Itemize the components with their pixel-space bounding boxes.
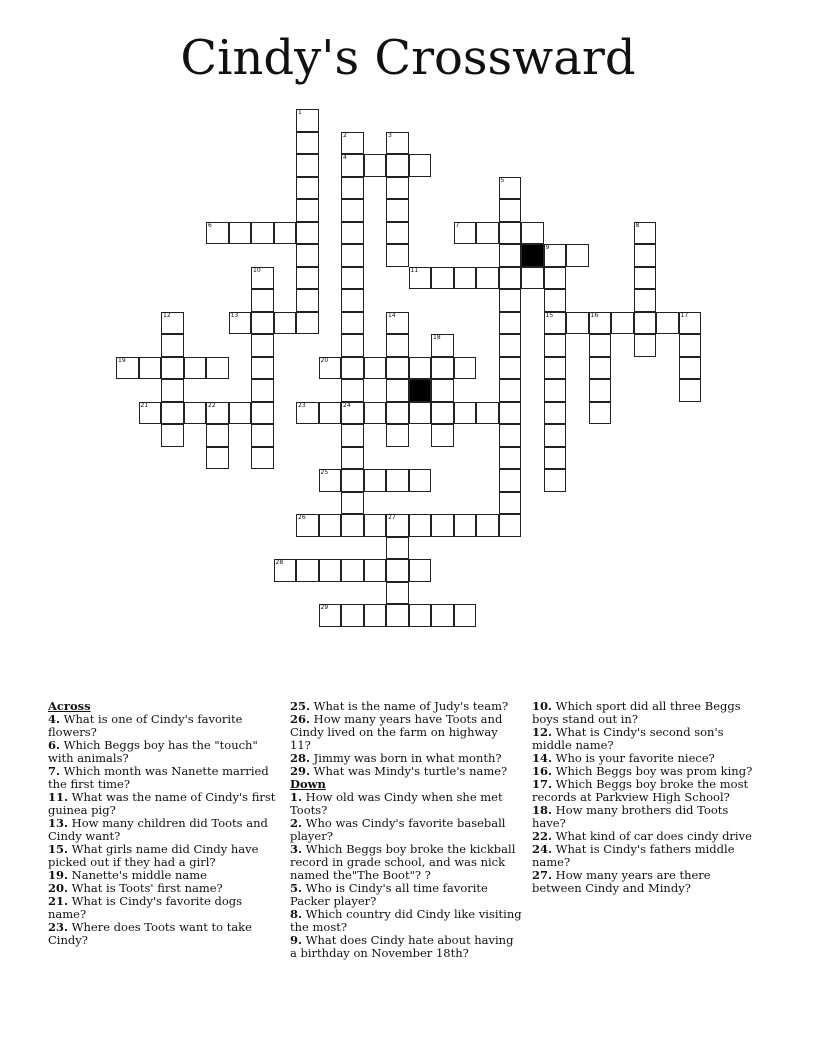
grid-cell[interactable]: [296, 177, 319, 200]
grid-cell[interactable]: [409, 402, 432, 425]
cell-number: 7: [455, 221, 460, 229]
cell-number: 12: [163, 311, 171, 319]
grid-cell[interactable]: [296, 109, 319, 132]
clue-column-3: [532, 700, 762, 895]
grid-cell[interactable]: [386, 312, 409, 335]
grid-cell[interactable]: [296, 154, 319, 177]
clue-number: 12.: [532, 725, 553, 739]
down-clue: [532, 778, 762, 804]
grid-cell[interactable]: [499, 289, 522, 312]
grid-cell[interactable]: [431, 424, 454, 447]
grid-cell[interactable]: [386, 132, 409, 155]
across-clue: [48, 843, 276, 869]
cell-number: 10: [253, 266, 261, 274]
clue-text: How many children did Toots and Cindy want?: [48, 816, 268, 843]
clue-number: 23.: [48, 920, 69, 934]
grid-cell[interactable]: [296, 559, 319, 582]
across-clue: [48, 895, 276, 921]
grid-cell[interactable]: [589, 357, 612, 380]
grid-cell[interactable]: [319, 604, 342, 627]
down-clue: [532, 843, 762, 869]
grid-cell[interactable]: [499, 177, 522, 200]
grid-cell[interactable]: [341, 379, 364, 402]
down-clue: [290, 791, 522, 817]
cell-number: 19: [118, 356, 126, 364]
cell-number: 11: [410, 266, 419, 274]
clue-number: 4.: [48, 712, 61, 726]
grid-cell[interactable]: [296, 289, 319, 312]
grid-cell[interactable]: [454, 604, 477, 627]
grid-cell[interactable]: [296, 222, 319, 245]
grid-cell[interactable]: [341, 514, 364, 537]
grid-cell[interactable]: [679, 312, 702, 335]
grid-cell[interactable]: [386, 537, 409, 560]
across-clues-1: [48, 713, 276, 947]
grid-cell[interactable]: [251, 424, 274, 447]
grid-cell[interactable]: [161, 312, 184, 335]
grid-cell[interactable]: [499, 424, 522, 447]
grid-cell[interactable]: [521, 222, 544, 245]
clue-number: 17.: [532, 777, 553, 791]
grid-cell[interactable]: [679, 357, 702, 380]
grid-cell[interactable]: [499, 402, 522, 425]
cell-number: 9: [545, 244, 550, 251]
grid-cell[interactable]: [319, 357, 342, 380]
grid-cell[interactable]: [364, 559, 387, 582]
clue-number: 8.: [290, 907, 303, 921]
down-clue: [290, 934, 522, 960]
clue-text: How many years have Toots and Cindy lived on the farm on highway 11?: [290, 712, 503, 752]
grid-cell[interactable]: [409, 267, 432, 290]
down-clues-2: [532, 700, 762, 895]
grid-cell[interactable]: [386, 402, 409, 425]
grid-cell[interactable]: [251, 222, 274, 245]
grid-cell[interactable]: [296, 267, 319, 290]
clue-text: Jimmy was born in what month?: [310, 751, 502, 765]
cell-number: 21: [140, 401, 149, 409]
grid-cell[interactable]: [364, 154, 387, 177]
clue-text: What is Toots' first name?: [68, 881, 223, 895]
grid-cell[interactable]: [229, 402, 252, 425]
grid-cell[interactable]: [499, 492, 522, 515]
grid-cell[interactable]: [476, 222, 499, 245]
clue-text: What was Mindy's turtle's name?: [310, 764, 508, 778]
grid-cell[interactable]: [386, 424, 409, 447]
grid-cell[interactable]: [589, 312, 612, 335]
grid-cell[interactable]: [499, 514, 522, 537]
grid-cell[interactable]: [296, 199, 319, 222]
grid-cell[interactable]: [274, 222, 297, 245]
grid-cell[interactable]: [386, 469, 409, 492]
grid-cell[interactable]: [386, 582, 409, 605]
grid-cell[interactable]: [229, 312, 252, 335]
clue-number: 18.: [532, 803, 553, 817]
cell-number: 13: [230, 311, 239, 319]
clue-number: 3.: [290, 842, 303, 856]
grid-cell[interactable]: [544, 244, 567, 267]
grid-cell[interactable]: [296, 312, 319, 335]
clue-text: Who was Cindy's favorite baseball player?: [290, 816, 506, 843]
cell-number: 24: [343, 401, 351, 409]
grid-cell[interactable]: [364, 604, 387, 627]
grid-cell[interactable]: [566, 244, 589, 267]
cell-number: 16: [590, 311, 599, 319]
down-clue: [290, 882, 522, 908]
clue-number: 9.: [290, 933, 303, 947]
cell-number: 25: [320, 469, 329, 476]
grid-cell[interactable]: [364, 469, 387, 492]
grid-cell[interactable]: [431, 604, 454, 627]
cell-number: 1: [298, 109, 302, 116]
clue-text: Nanette's middle name: [68, 868, 207, 882]
grid-cell[interactable]: [341, 132, 364, 155]
grid-cell[interactable]: [161, 379, 184, 402]
grid-cell[interactable]: [319, 559, 342, 582]
clue-number: 29.: [290, 764, 311, 778]
grid-cell[interactable]: [341, 312, 364, 335]
clue-number: 19.: [48, 868, 69, 882]
grid-cell[interactable]: [386, 199, 409, 222]
grid-cell[interactable]: [386, 334, 409, 357]
clue-text: What is Cindy's favorite dogs name?: [48, 894, 243, 921]
cell-number: 14: [388, 311, 396, 319]
grid-cell[interactable]: [341, 244, 364, 267]
clue-number: 5.: [290, 881, 303, 895]
cell-number: 26: [298, 514, 306, 521]
grid-cell[interactable]: [296, 244, 319, 267]
down-clue: [290, 908, 522, 934]
grid-cell[interactable]: [251, 402, 274, 425]
grid-cell[interactable]: [274, 312, 297, 335]
grid-cell[interactable]: [161, 402, 184, 425]
grid-cell[interactable]: [341, 154, 364, 177]
clue-text: Which Beggs boy broke the most records at Parkview High School?: [532, 777, 749, 804]
grid-cell[interactable]: [499, 267, 522, 290]
grid-cell[interactable]: [296, 402, 319, 425]
grid-cell[interactable]: [634, 244, 657, 267]
grid-cell[interactable]: [251, 267, 274, 290]
grid-cell[interactable]: [341, 447, 364, 470]
grid-cell[interactable]: [161, 424, 184, 447]
grid-cell[interactable]: [386, 244, 409, 267]
grid-cell[interactable]: [386, 379, 409, 402]
grid-cell[interactable]: [476, 514, 499, 537]
clue-text: What girls name did Cindy have picked out if they had a girl?: [48, 842, 259, 869]
clue-column-2: [290, 700, 522, 960]
grid-cell[interactable]: [184, 357, 207, 380]
grid-cell[interactable]: [409, 357, 432, 380]
grid-cell[interactable]: [499, 357, 522, 380]
grid-cell[interactable]: [341, 177, 364, 200]
clue-number: 26.: [290, 712, 311, 726]
grid-cell[interactable]: [364, 514, 387, 537]
grid-cell[interactable]: [319, 402, 342, 425]
cell-number: 8: [635, 221, 640, 229]
clue-number: 22.: [532, 829, 553, 843]
clue-text: Which sport did all three Beggs boys stand out in?: [532, 699, 741, 726]
cell-number: 27: [388, 514, 396, 521]
clue-text: Which country did Cindy like visiting the most?: [290, 907, 522, 934]
grid-cell[interactable]: [206, 447, 229, 470]
clue-text: Which Beggs boy was prom king?: [552, 764, 753, 778]
clue-text: Which month was Nanette married the first time?: [48, 764, 269, 791]
grid-cell[interactable]: [161, 357, 184, 380]
across-clue: [48, 921, 276, 947]
grid-cell[interactable]: [589, 334, 612, 357]
grid-cell[interactable]: [499, 199, 522, 222]
down-clue: [532, 869, 762, 895]
clue-number: 2.: [290, 816, 303, 830]
grid-cell[interactable]: [679, 379, 702, 402]
grid-cell[interactable]: [206, 402, 229, 425]
grid-cell[interactable]: [341, 424, 364, 447]
clue-text: What is one of Cindy's favorite flowers?: [48, 712, 243, 739]
grid-cell[interactable]: [386, 604, 409, 627]
grid-cell[interactable]: [544, 402, 567, 425]
grid-cell[interactable]: [296, 132, 319, 155]
grid-cell[interactable]: [341, 334, 364, 357]
grid-cell[interactable]: [341, 199, 364, 222]
grid-cell[interactable]: [499, 244, 522, 267]
grid-cell[interactable]: [499, 447, 522, 470]
clue-number: 21.: [48, 894, 69, 908]
across-clue: [48, 791, 276, 817]
grid-cell[interactable]: [499, 312, 522, 335]
grid-cell[interactable]: [251, 447, 274, 470]
grid-cell[interactable]: [431, 514, 454, 537]
across-clue: [48, 713, 276, 739]
down-clue: [532, 700, 762, 726]
grid-cell[interactable]: [386, 222, 409, 245]
grid-cell[interactable]: [116, 357, 139, 380]
grid-cell[interactable]: [431, 267, 454, 290]
cell-number: 18: [433, 334, 441, 341]
clue-number: 10.: [532, 699, 553, 713]
grid-cell[interactable]: [409, 514, 432, 537]
clue-text: How old was Cindy when she met Toots?: [290, 790, 503, 817]
cell-number: 23: [298, 401, 306, 409]
grid-cell[interactable]: [589, 402, 612, 425]
down-clues-1: [290, 791, 522, 960]
clue-text: Where does Toots want to take Cindy?: [48, 920, 252, 947]
down-clue: [532, 726, 762, 752]
across-clue: [290, 713, 522, 752]
grid-cell[interactable]: [206, 424, 229, 447]
across-clue: [48, 739, 276, 765]
grid-cell[interactable]: [296, 514, 319, 537]
clue-number: 14.: [532, 751, 553, 765]
across-heading: Across: [48, 699, 91, 713]
cell-number: 2: [343, 131, 347, 139]
grid-cell[interactable]: [589, 379, 612, 402]
grid-cell[interactable]: [251, 379, 274, 402]
clue-number: 16.: [532, 764, 553, 778]
grid-cell[interactable]: [319, 469, 342, 492]
across-clues-2: [290, 700, 522, 778]
grid-cell[interactable]: [476, 267, 499, 290]
grid-cell[interactable]: [544, 357, 567, 380]
cell-number: 20: [320, 356, 329, 364]
grid-cell[interactable]: [386, 514, 409, 537]
cell-number: 29: [320, 604, 329, 611]
grid-cell[interactable]: [454, 222, 477, 245]
grid-cell[interactable]: [544, 379, 567, 402]
grid-cell-black: [521, 244, 544, 267]
grid-cell[interactable]: [544, 334, 567, 357]
grid-cell[interactable]: [341, 357, 364, 380]
clue-text: Which Beggs boy broke the kickball record in grade school, and was nick named the"The Boot"? ?: [290, 842, 516, 882]
clue-number: 24.: [532, 842, 553, 856]
cell-number: 6: [208, 221, 212, 229]
grid-cell[interactable]: [386, 154, 409, 177]
grid-cell[interactable]: [634, 267, 657, 290]
grid-cell[interactable]: [364, 402, 387, 425]
grid-cell[interactable]: [431, 402, 454, 425]
grid-cell[interactable]: [409, 559, 432, 582]
grid-cell[interactable]: [431, 334, 454, 357]
grid-cell[interactable]: [544, 469, 567, 492]
grid-cell[interactable]: [409, 154, 432, 177]
puzzle-title: Cindy's Crossward: [180, 30, 636, 86]
down-clue: [290, 843, 522, 882]
grid-cell[interactable]: [544, 267, 567, 290]
grid-cell[interactable]: [634, 334, 657, 357]
grid-cell[interactable]: [341, 222, 364, 245]
grid-cell[interactable]: [409, 604, 432, 627]
grid-cell[interactable]: [251, 312, 274, 335]
grid-cell[interactable]: [499, 334, 522, 357]
down-heading: Down: [290, 777, 326, 791]
grid-cell[interactable]: [634, 222, 657, 245]
cell-number: 22: [208, 401, 216, 409]
clue-text: Which Beggs boy has the "touch" with animals?: [48, 738, 258, 765]
grid-cell[interactable]: [386, 357, 409, 380]
grid-cell[interactable]: [139, 402, 162, 425]
grid-cell[interactable]: [251, 289, 274, 312]
grid-cell[interactable]: [229, 222, 252, 245]
grid-cell[interactable]: [499, 379, 522, 402]
cell-number: 17: [680, 311, 689, 319]
grid-cell[interactable]: [454, 514, 477, 537]
grid-cell[interactable]: [364, 357, 387, 380]
grid-cell[interactable]: [409, 469, 432, 492]
clue-number: 13.: [48, 816, 69, 830]
grid-cell[interactable]: [656, 312, 679, 335]
clue-number: 7.: [48, 764, 61, 778]
grid-cell[interactable]: [431, 379, 454, 402]
clue-text: What is Cindy's second son's middle name?: [532, 725, 724, 752]
grid-cell[interactable]: [544, 289, 567, 312]
grid-cell[interactable]: [476, 402, 499, 425]
clue-text: What is Cindy's fathers middle name?: [532, 842, 735, 869]
clue-text: What kind of car does cindy drive: [552, 829, 752, 843]
clue-number: 20.: [48, 881, 69, 895]
clue-number: 28.: [290, 751, 311, 765]
grid-cell[interactable]: [566, 312, 589, 335]
clue-text: Who is your favorite niece?: [552, 751, 715, 765]
cell-number: 3: [388, 131, 392, 139]
clue-text: What does Cindy hate about having a birthday on November 18th?: [290, 933, 514, 960]
cell-number: 5: [500, 176, 505, 184]
grid-cell[interactable]: [499, 222, 522, 245]
grid-cell[interactable]: [341, 604, 364, 627]
grid-cell[interactable]: [454, 267, 477, 290]
grid-cell[interactable]: [139, 357, 162, 380]
clue-number: 15.: [48, 842, 69, 856]
grid-cell[interactable]: [499, 469, 522, 492]
grid-cell[interactable]: [161, 334, 184, 357]
grid-cell[interactable]: [454, 357, 477, 380]
grid-cell[interactable]: [251, 334, 274, 357]
clue-text: Who is Cindy's all time favorite Packer player?: [290, 881, 488, 908]
grid-cell[interactable]: [544, 447, 567, 470]
clue-number: 27.: [532, 868, 553, 882]
grid-cell[interactable]: [611, 312, 634, 335]
across-clue: [48, 817, 276, 843]
grid-cell[interactable]: [274, 559, 297, 582]
clue-number: 11.: [48, 790, 69, 804]
grid-cell[interactable]: [386, 177, 409, 200]
clue-number: 1.: [290, 790, 303, 804]
grid-cell[interactable]: [251, 357, 274, 380]
across-clue: [48, 765, 276, 791]
cell-number: 4: [343, 154, 347, 161]
grid-cell[interactable]: [341, 559, 364, 582]
grid-cell[interactable]: [341, 267, 364, 290]
clue-number: 6.: [48, 738, 61, 752]
clue-text: What was the name of Cindy's first guinea pig?: [48, 790, 276, 817]
grid-cell[interactable]: [184, 402, 207, 425]
grid-cell[interactable]: [319, 514, 342, 537]
grid-cell[interactable]: [341, 492, 364, 515]
clue-column-1: [48, 700, 276, 947]
grid-cell[interactable]: [634, 312, 657, 335]
grid-cell[interactable]: [386, 559, 409, 582]
grid-cell[interactable]: [206, 357, 229, 380]
clue-text: How many brothers did Toots have?: [532, 803, 729, 830]
clue-text: What is the name of Judy's team?: [310, 699, 509, 713]
grid-cell-black: [409, 379, 432, 402]
grid-cell[interactable]: [431, 357, 454, 380]
grid-cell[interactable]: [544, 312, 567, 335]
down-clue: [532, 804, 762, 830]
cell-number: 28: [275, 559, 284, 566]
clue-text: How many years are there between Cindy and Mindy?: [532, 868, 711, 895]
grid-cell[interactable]: [521, 267, 544, 290]
down-clue: [290, 817, 522, 843]
grid-cell[interactable]: [544, 424, 567, 447]
grid-cell[interactable]: [206, 222, 229, 245]
grid-cell[interactable]: [679, 334, 702, 357]
grid-cell[interactable]: [341, 402, 364, 425]
cell-number: 15: [545, 311, 554, 319]
grid-cell[interactable]: [341, 289, 364, 312]
grid-cell[interactable]: [634, 289, 657, 312]
grid-cell[interactable]: [454, 402, 477, 425]
grid-cell[interactable]: [341, 469, 364, 492]
clue-number: 25.: [290, 699, 311, 713]
